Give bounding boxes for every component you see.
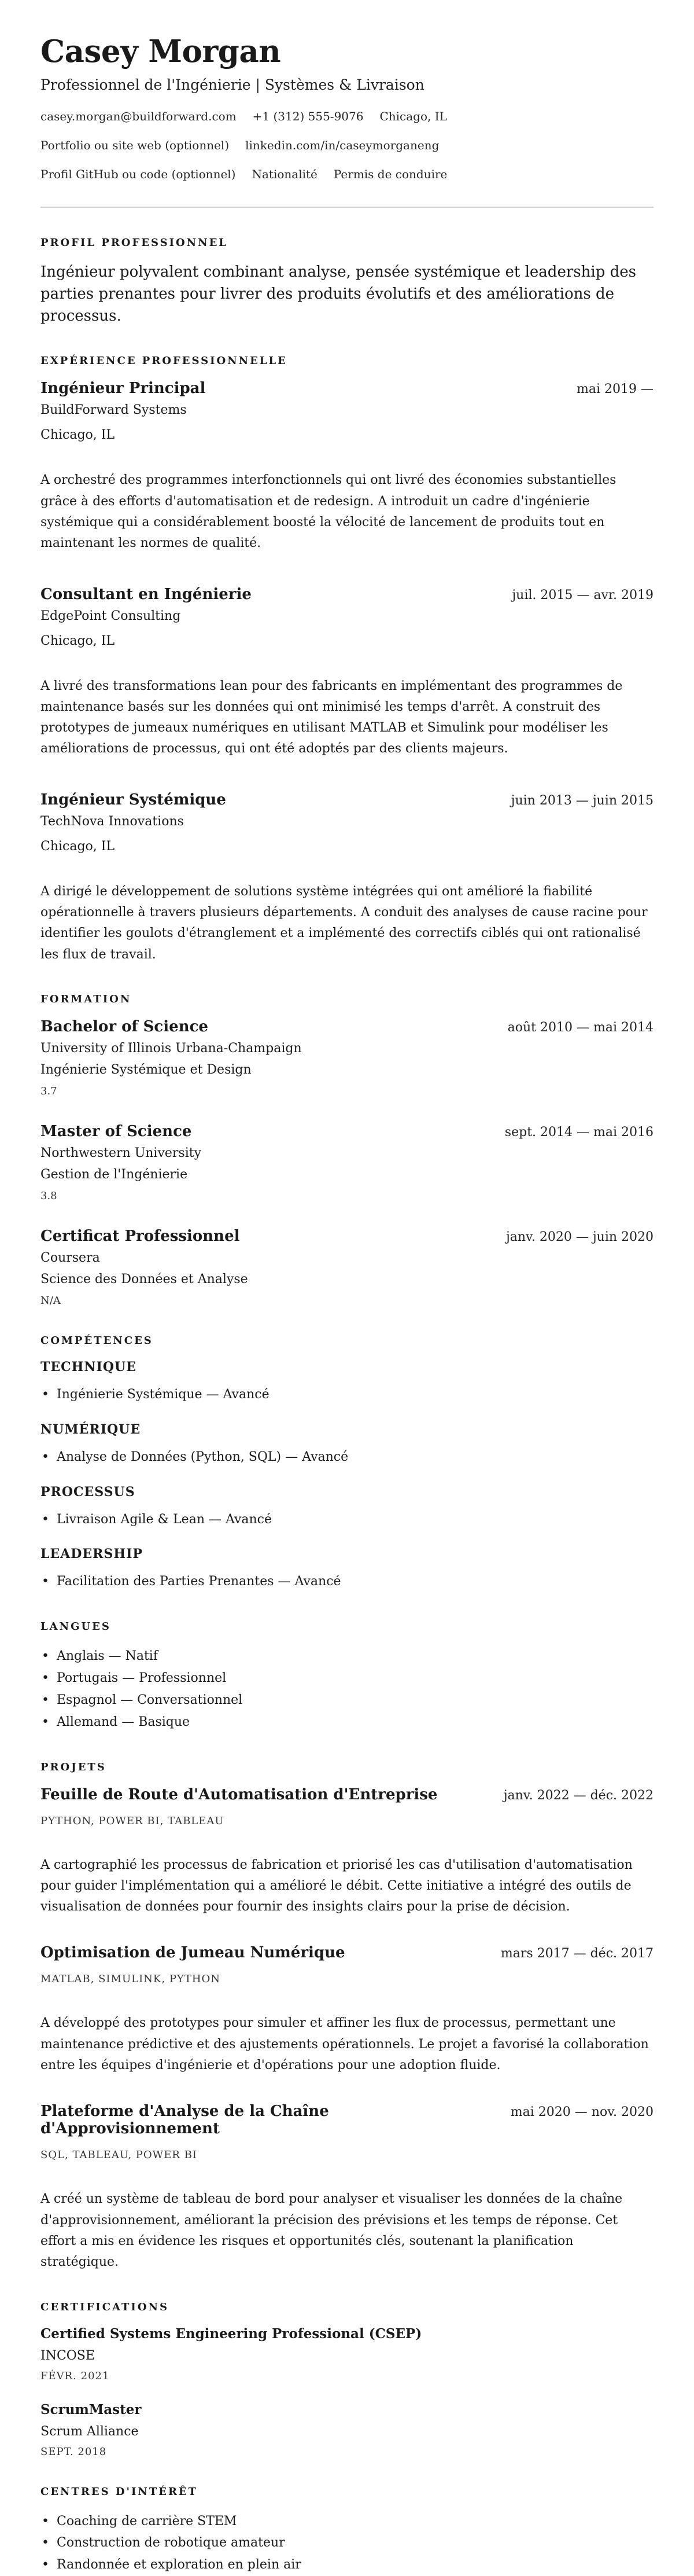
- skill-group: [40, 1484, 654, 1531]
- interests-section: [40, 2486, 654, 2576]
- certification-item: [40, 2326, 654, 2382]
- school-name: University of Illinois Urbana-Champaign: [40, 1041, 302, 1056]
- section-title-summary: PROFIL PROFESSIONNEL: [40, 237, 228, 249]
- experience-item: [40, 586, 654, 760]
- job-description: A livré des transformations lean pour des fabricants en implémentant des programmes de maintenance basés sur les données qui ont minimisé les temps d'arrêt. A construit des prototypes de jumeaux numériques en utilisant MATLAB et Simulink pour modéliser les améliorations de processus, qui ont été adoptés par des clients majeurs.: [40, 678, 623, 756]
- job-title: Ingénieur Principal: [40, 380, 206, 398]
- gpa-value: N/A: [40, 1294, 61, 1307]
- job-company: EdgePoint Consulting: [40, 608, 181, 623]
- education-item: [40, 1228, 654, 1307]
- certification-date: SEPT. 2018: [40, 2445, 107, 2458]
- certification-item: [40, 2402, 654, 2458]
- gpa-value: 3.7: [40, 1085, 57, 1097]
- project-dates: mars 2017 — déc. 2017: [500, 1946, 654, 1961]
- skill-group: [40, 1546, 654, 1593]
- degree-dates: sept. 2014 — mai 2016: [504, 1125, 654, 1140]
- certification-date: FÉVR. 2021: [40, 2369, 110, 2382]
- skill-item: • Ingénierie Systémique — Avancé: [40, 1384, 654, 1406]
- job-location: Chicago, IL: [40, 633, 115, 648]
- certification-issuer: Scrum Alliance: [40, 2424, 139, 2439]
- section-title-languages: LANGUES: [40, 1620, 111, 1633]
- project-description: A créé un système de tableau de bord pour analyser et visualiser les données de la chaîne d'approvisionnement, améliorant la précision des prévisions et les temps de réponse. Cet effort a mis en évidence les risques et opportunités clés, soutenant la planification stratégique.: [40, 2192, 623, 2270]
- degree-title: Bachelor of Science: [40, 1017, 208, 1035]
- skill-category: LEADERSHIP: [40, 1546, 143, 1562]
- section-title-experience: EXPÉRIENCE PROFESSIONNELLE: [40, 355, 287, 368]
- interest-item: • Randonnée et exploration en plein air: [40, 2554, 654, 2576]
- resume-header: [40, 35, 654, 181]
- experience-item: [40, 380, 654, 554]
- study-field: Gestion de l'Ingénierie: [40, 1167, 188, 1182]
- skill-group: [40, 1422, 654, 1468]
- interest-item: • Coaching de carrière STEM: [40, 2511, 654, 2533]
- education-section: [40, 993, 654, 1307]
- section-title-skills: COMPÉTENCES: [40, 1334, 153, 1347]
- study-field: Science des Données et Analyse: [40, 1272, 248, 1287]
- skill-item: • Facilitation des Parties Prenantes — Avancé: [40, 1571, 654, 1593]
- school-name: Coursera: [40, 1250, 100, 1265]
- certification-issuer: INCOSE: [40, 2348, 95, 2363]
- study-field: Ingénierie Systémique et Design: [40, 1062, 252, 1077]
- project-name: Feuille de Route d'Automatisation d'Entreprise: [40, 1785, 438, 1803]
- language-item: • Allemand — Basique: [40, 1711, 654, 1733]
- degree-title: Master of Science: [40, 1122, 192, 1140]
- experience-item: [40, 791, 654, 965]
- degree-dates: août 2010 — mai 2014: [507, 1020, 654, 1035]
- contact-line-2: [40, 138, 654, 152]
- gpa-value: 3.8: [40, 1189, 57, 1202]
- project-name: Plateforme d'Analyse de la Chaîne d'Approvisionnement: [40, 2103, 329, 2138]
- skill-category: PROCESSUS: [40, 1484, 135, 1500]
- job-company: BuildForward Systems: [40, 403, 187, 418]
- job-dates: mai 2019 —: [577, 382, 654, 397]
- section-title-education: FORMATION: [40, 993, 132, 1005]
- project-item: [40, 1944, 654, 2076]
- languages-section: [40, 1620, 654, 1733]
- project-tech: SQL, TABLEAU, POWER BI: [40, 2149, 197, 2162]
- project-dates: mai 2020 — nov. 2020: [510, 2105, 654, 2120]
- header-divider: [40, 207, 654, 208]
- contact-phone[interactable]: +1 (312) 555-9076: [252, 109, 364, 124]
- job-dates: juil. 2015 — avr. 2019: [512, 587, 654, 602]
- certification-name: Certified Systems Engineering Professional (CSEP): [40, 2325, 422, 2342]
- degree-title: Certificat Professionnel: [40, 1227, 240, 1245]
- school-name: Northwestern University: [40, 1145, 202, 1160]
- project-description: A cartographié les processus de fabrication et priorisé les cas d'utilisation d'automatisation pour guider l'implémentation qui a amélioré le débit. Cette initiative a intégré des outils de visualisation de données pour fournir des insights clairs pour la prise de décision.: [40, 1857, 633, 1914]
- summary-section: [40, 237, 654, 327]
- section-title-interests: CENTRES D'INTÉRÊT: [40, 2485, 198, 2498]
- skill-item: • Livraison Agile & Lean — Avancé: [40, 1509, 654, 1531]
- skill-category: TECHNIQUE: [40, 1359, 136, 1375]
- skill-category: NUMÉRIQUE: [40, 1421, 141, 1437]
- candidate-name: Casey Morgan: [40, 34, 281, 69]
- project-name: Optimisation de Jumeau Numérique: [40, 1944, 345, 1962]
- job-location: Chicago, IL: [40, 428, 115, 443]
- certifications-section: [40, 2301, 654, 2458]
- project-item: [40, 1786, 654, 1918]
- project-item: [40, 2103, 654, 2273]
- job-dates: juin 2013 — juin 2015: [511, 793, 654, 808]
- contact-nationality: Nationalité: [252, 167, 318, 182]
- job-company: TechNova Innovations: [40, 814, 184, 829]
- education-item: [40, 1123, 654, 1202]
- job-location: Chicago, IL: [40, 839, 115, 854]
- section-title-certifications: CERTIFICATIONS: [40, 2301, 169, 2313]
- summary-text: Ingénieur polyvalent combinant analyse, pensée systémique et leadership des parties prenantes pour livrer des produits évolutifs et des améliorations de processus.: [40, 263, 636, 325]
- job-description: A orchestré des programmes interfonctionnels qui ont livré des économies substantielles grâce à des efforts d'automatisation et de redesign. A introduit un cadre d'ingénierie systémique qui a considérablement boosté la vélocité de lancement de produits tout en maintenant les normes de qualité.: [40, 473, 617, 551]
- contact-linkedin[interactable]: linkedin.com/in/caseymorganeng: [245, 138, 440, 153]
- language-item: • Portugais — Professionnel: [40, 1667, 654, 1689]
- skill-group: [40, 1359, 654, 1406]
- interest-item: • Construction de robotique amateur: [40, 2532, 654, 2554]
- experience-section: [40, 355, 654, 965]
- project-tech: PYTHON, POWER BI, TABLEAU: [40, 1814, 224, 1827]
- contact-github[interactable]: Profil GitHub ou code (optionnel): [40, 167, 236, 182]
- contact-portfolio[interactable]: Portfolio ou site web (optionnel): [40, 138, 230, 153]
- language-item: • Espagnol — Conversationnel: [40, 1689, 654, 1711]
- job-description: A dirigé le développement de solutions système intégrées qui ont amélioré la fiabilité opérationnelle à travers plusieurs départements. A conduit des analyses de cause racine pour identifier les goulots d'étranglement et a implémenté des correctifs ciblés qui ont rationalisé les flux de travail.: [40, 884, 648, 962]
- education-item: [40, 1018, 654, 1097]
- project-description: A développé des prototypes pour simuler et affiner les flux de processus, permettant une maintenance prédictive et des ajustements opérationnels. Le projet a favorisé la collaboration entre les équipes d'ingénierie et d'opérations pour une adoption fluide.: [40, 2016, 649, 2073]
- skills-section: [40, 1335, 654, 1593]
- candidate-subtitle: Professionnel de l'Ingénierie | Systèmes & Livraison: [40, 76, 424, 94]
- contact-line-1: [40, 109, 654, 123]
- job-title: Ingénieur Systémique: [40, 791, 226, 809]
- job-title: Consultant en Ingénierie: [40, 585, 252, 603]
- project-dates: janv. 2022 — déc. 2022: [503, 1788, 654, 1803]
- contact-line-3: [40, 167, 654, 181]
- contact-location: Chicago, IL: [379, 109, 447, 124]
- language-item: • Anglais — Natif: [40, 1645, 654, 1667]
- certification-name: ScrumMaster: [40, 2401, 142, 2417]
- project-tech: MATLAB, SIMULINK, PYTHON: [40, 1973, 221, 1986]
- section-title-projects: PROJETS: [40, 1761, 106, 1773]
- contact-license: Permis de conduire: [333, 167, 448, 182]
- degree-dates: janv. 2020 — juin 2020: [505, 1229, 654, 1244]
- projects-section: [40, 1761, 654, 2273]
- contact-email[interactable]: casey.morgan@buildforward.com: [40, 109, 237, 124]
- skill-item: • Analyse de Données (Python, SQL) — Avancé: [40, 1446, 654, 1468]
